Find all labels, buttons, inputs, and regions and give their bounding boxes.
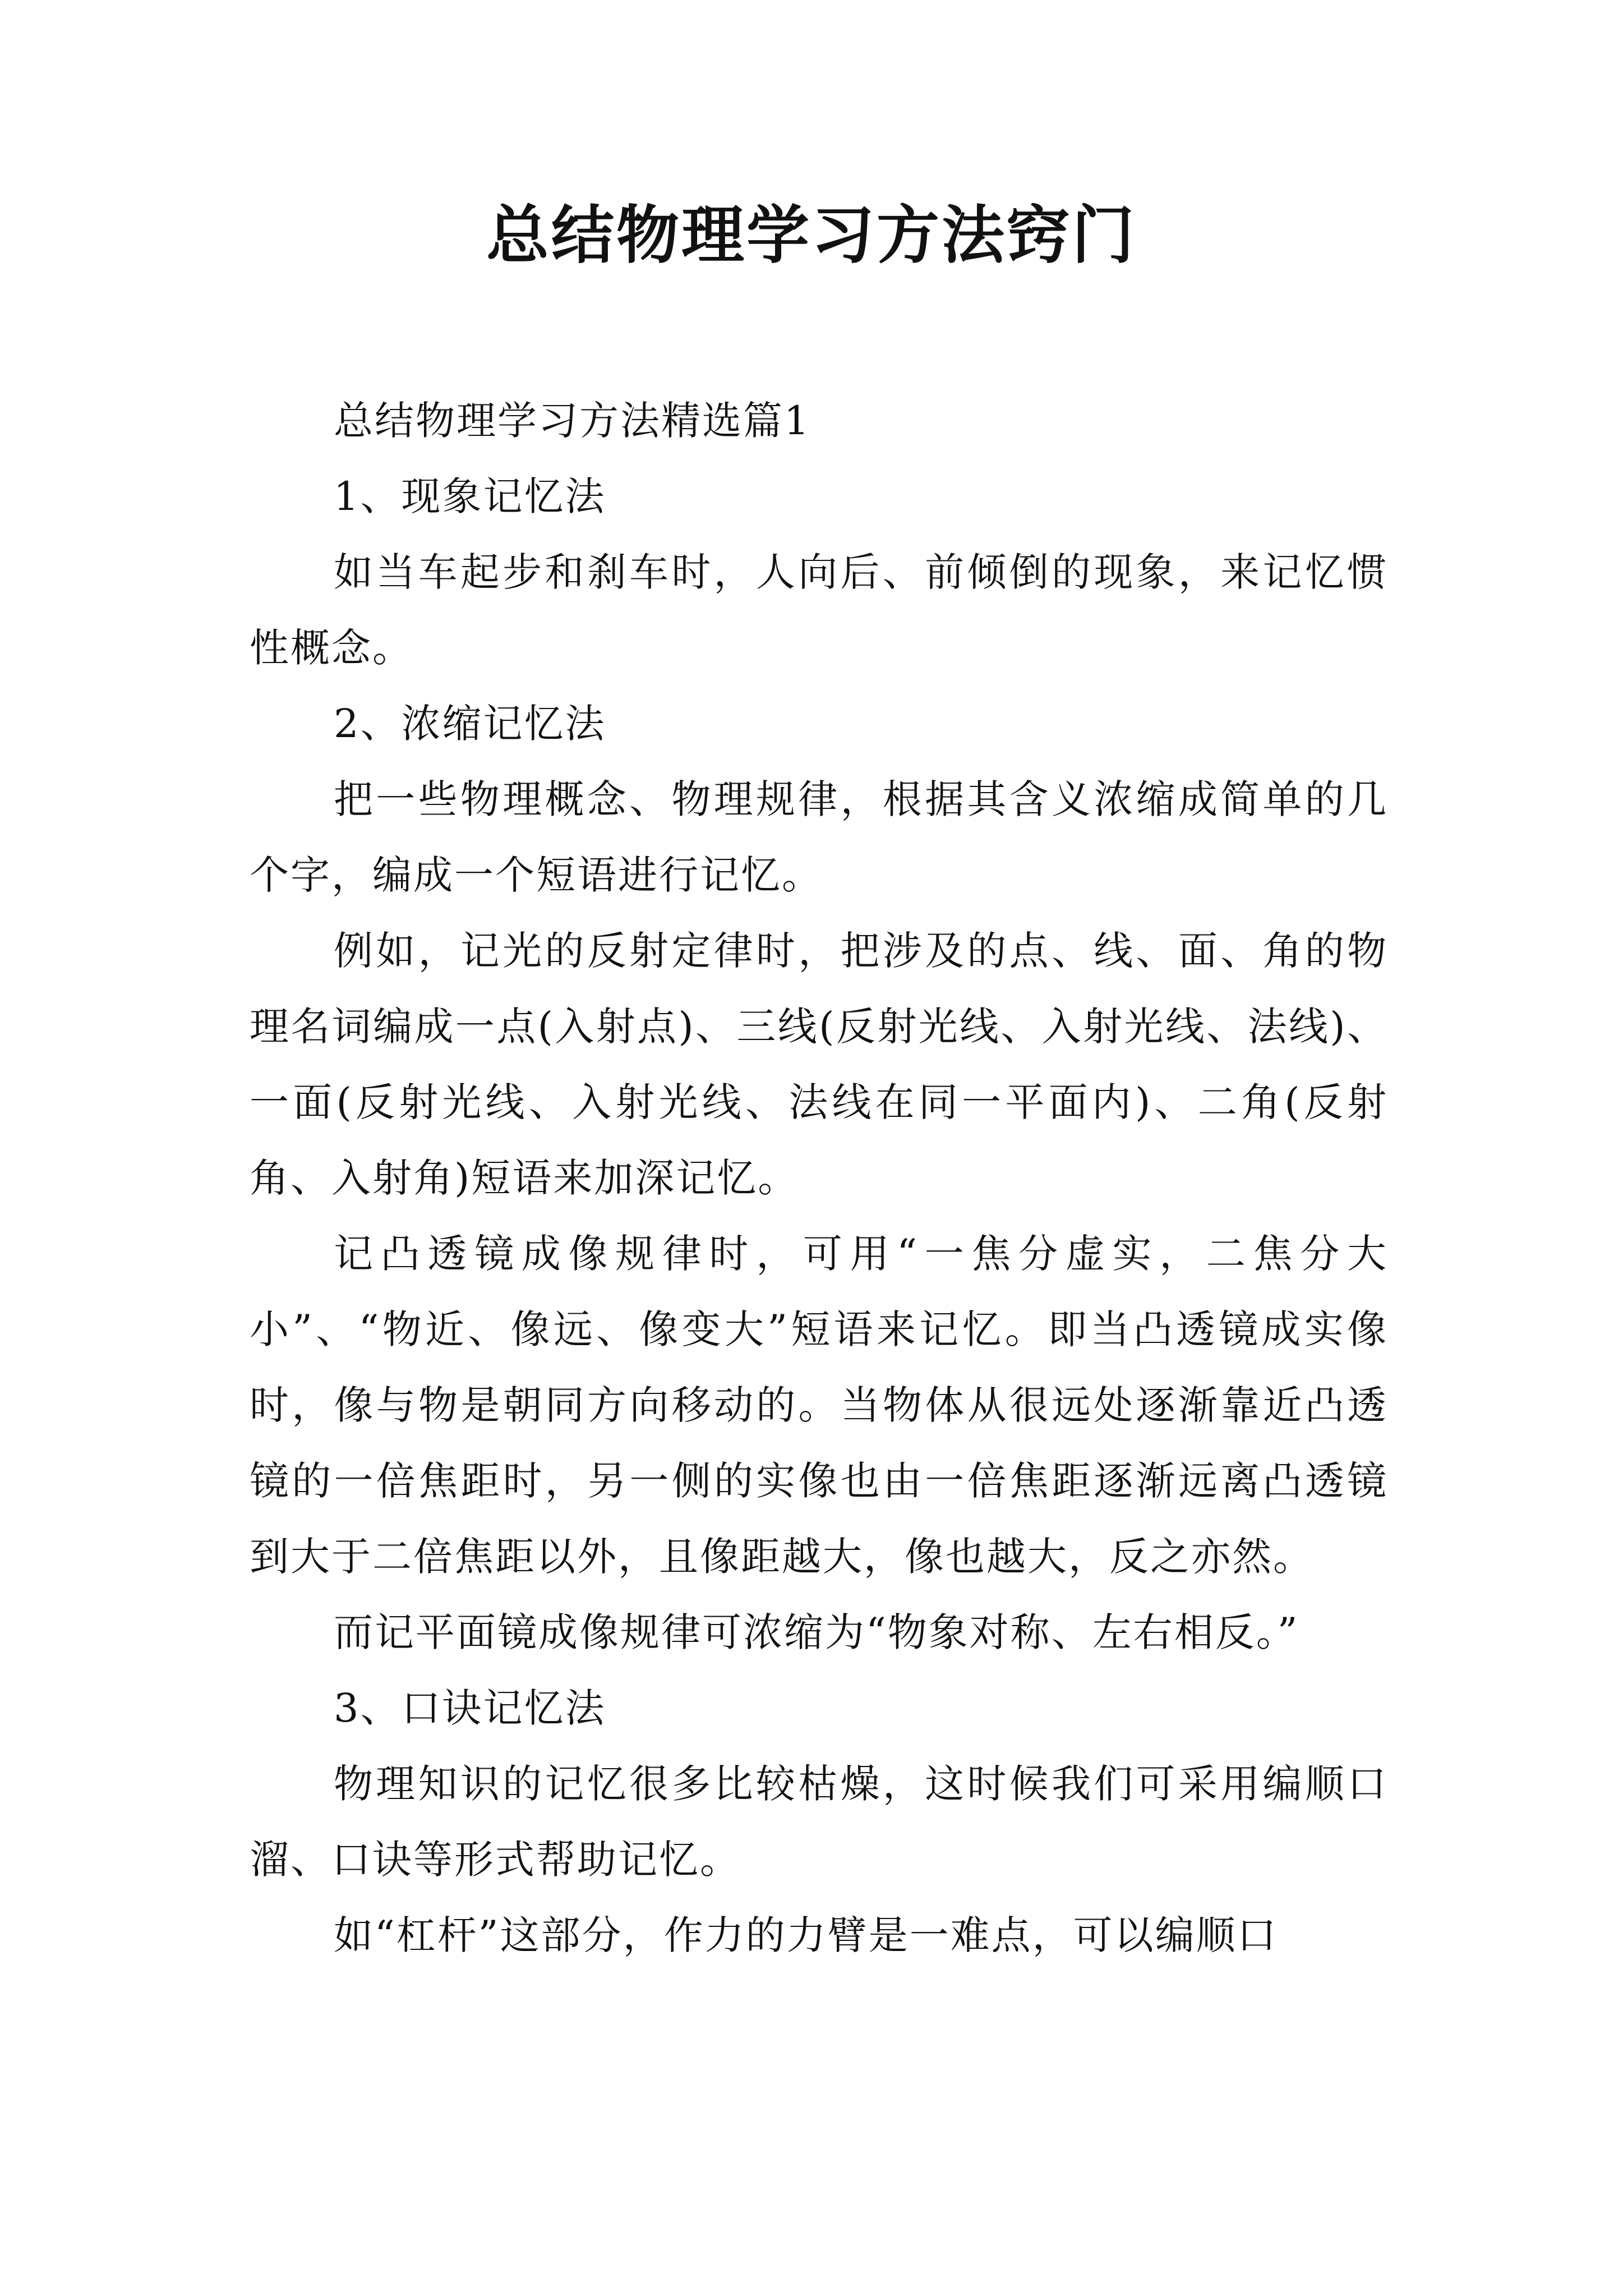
method-heading-2: 2、浓缩记忆法 [334,701,606,747]
document-body [250,383,1388,1973]
paragraph: 如当车起步和刹车时，人向后、前倾倒的现象，来记忆惯性概念。 [250,549,1388,671]
method-heading-1: 1、现象记忆法 [334,473,606,519]
section-heading: 总结物理学习方法精选篇1 [334,398,811,444]
paragraph: 记凸透镜成像规律时，可用“一焦分虚实，二焦分大小”、“物近、像远、像变大”短语来记忆。即当凸透镜成实像时，像与物是朝同方向移动的。当物体从很远处逐渐靠近凸透镜的一倍焦距时，另一侧的实像也由一倍焦距逐渐远离凸透镜到大于二倍焦距以外，且像距越大，像也越大，反之亦然。 [250,1231,1388,1580]
page-title: 总结物理学习方法窍门 [486,199,1137,272]
paragraph: 把一些物理概念、物理规律，根据其含义浓缩成简单的几个字，编成一个短语进行记忆。 [250,776,1388,898]
paragraph: 物理知识的记忆很多比较枯燥，这时候我们可采用编顺口溜、口诀等形式帮助记忆。 [250,1761,1388,1883]
paragraph: 而记平面镜成像规律可浓缩为“物象对称、左右相反。” [334,1609,1299,1655]
paragraph: 如“杠杆”这部分，作力的力臂是一难点，可以编顺口 [334,1912,1278,1958]
method-heading-3: 3、口诀记忆法 [334,1685,606,1731]
paragraph: 例如，记光的反射定律时，把涉及的点、线、面、角的物理名词编成一点(入射点)、三线(反射光线、入射光线、法线)、一面(反射光线、入射光线、法线在同一平面内)、二角(反射角、入射角)短语来加深记忆。 [250,928,1388,1201]
